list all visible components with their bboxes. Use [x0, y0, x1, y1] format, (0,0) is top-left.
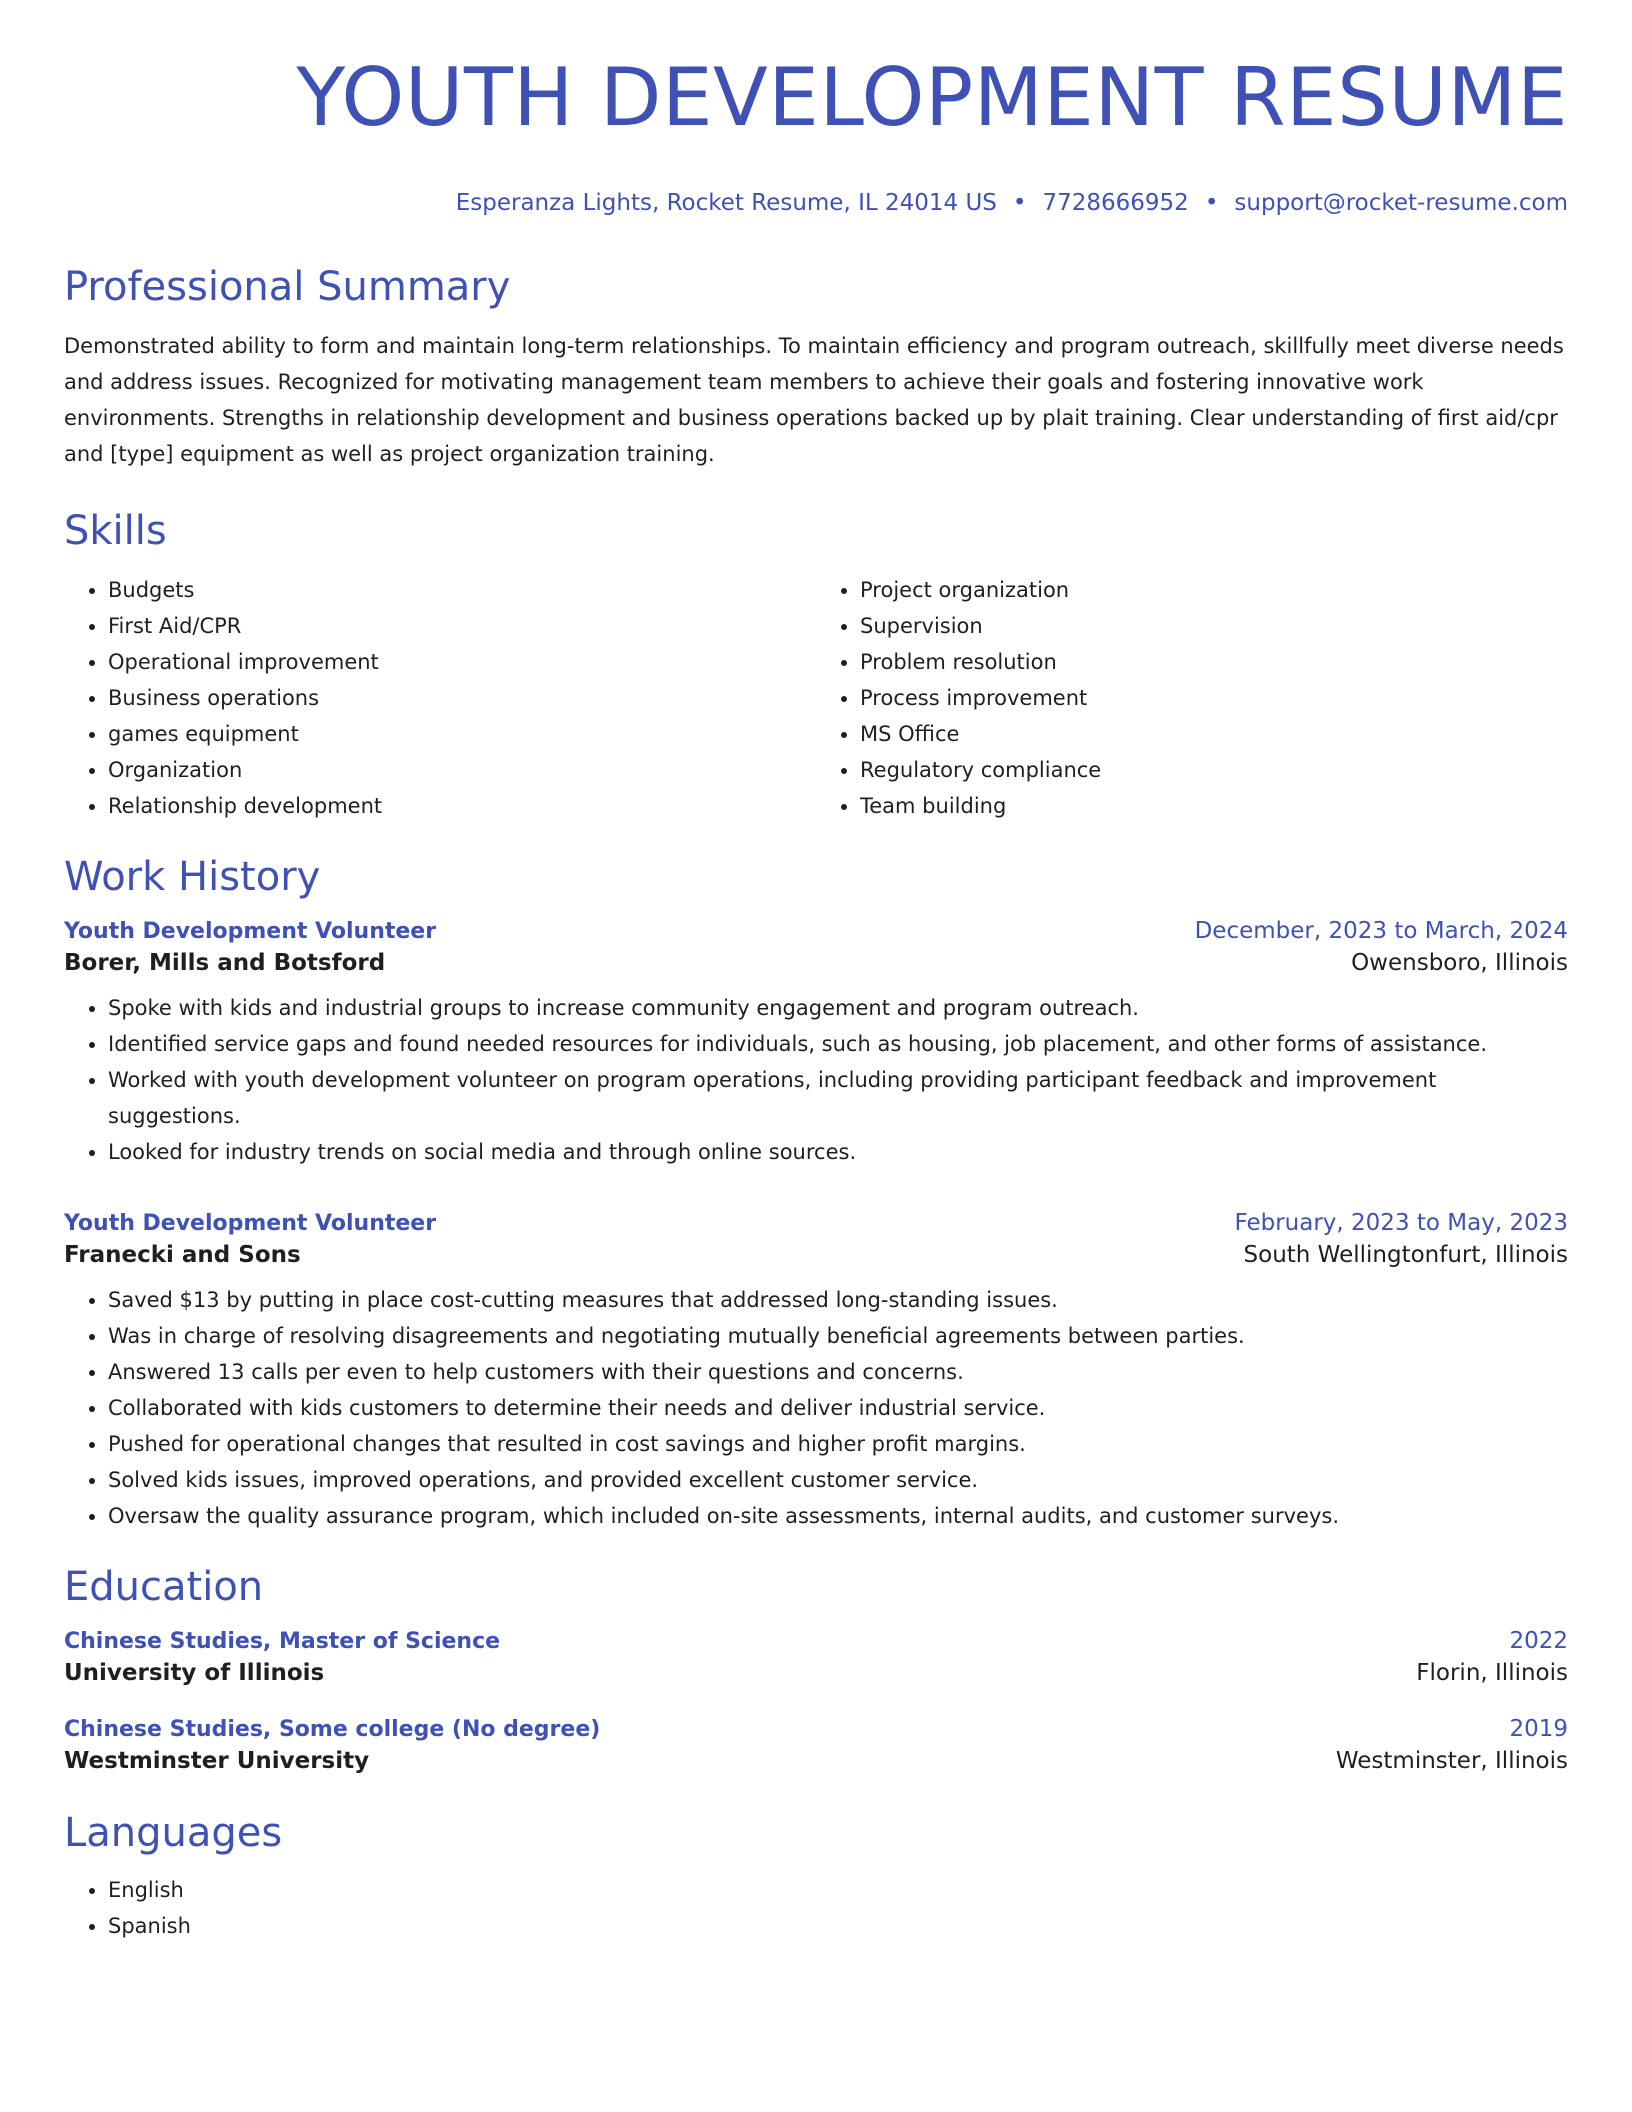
education-entry — [64, 1716, 1568, 1774]
contact-address: Esperanza Lights, Rocket Resume, IL 24014 US — [455, 190, 997, 216]
job-bullet: • Was in charge of resolving disagreements and negotiating mutually beneficial agreements between parties. — [108, 1318, 1568, 1354]
job-bullet: • Pushed for operational changes that resulted in cost savings and higher profit margins. — [108, 1426, 1568, 1462]
education-year: 2019 — [1509, 1716, 1568, 1742]
language-item: • Spanish — [108, 1908, 1568, 1944]
contact-separator: • — [1204, 190, 1219, 216]
education-degree-row — [64, 1628, 1568, 1654]
contact-phone: 7728666952 — [1042, 190, 1189, 216]
job-bullets — [64, 990, 1568, 1170]
job-bullet: • Identified service gaps and found needed resources for individuals, such as housing, job placement, and other forms of assistance. — [108, 1026, 1568, 1062]
skill-item: • games equipment — [108, 716, 816, 752]
skills-list-right — [816, 572, 1568, 824]
job-title-row — [64, 1210, 1568, 1236]
job-bullet: • Answered 13 calls per even to help customers with their questions and concerns. — [108, 1354, 1568, 1390]
education-heading: Education — [64, 1564, 264, 1610]
languages-heading: Languages — [64, 1810, 283, 1856]
resume-title: YOUTH DEVELOPMENT RESUME — [296, 51, 1568, 144]
job-employer-row — [64, 1242, 1568, 1268]
education-location: Westminster, Illinois — [1335, 1748, 1568, 1774]
job-location: South Wellingtonfurt, Illinois — [1243, 1242, 1568, 1268]
job-bullet: • Saved $13 by putting in place cost-cutting measures that addressed long-standing issues. — [108, 1282, 1568, 1318]
language-item: • English — [108, 1872, 1568, 1908]
skill-item: • Regulatory compliance — [860, 752, 1568, 788]
skill-item: • Team building — [860, 788, 1568, 824]
job-title-row — [64, 918, 1568, 944]
skill-item: • MS Office — [860, 716, 1568, 752]
job-entry — [64, 1210, 1568, 1534]
education-degree: Chinese Studies, Some college (No degree) — [64, 1717, 601, 1742]
job-title: Youth Development Volunteer — [64, 1211, 437, 1236]
job-bullet: • Solved kids issues, improved operations, and provided excellent customer service. — [108, 1462, 1568, 1498]
skill-item: • Supervision — [860, 608, 1568, 644]
job-employer: Franecki and Sons — [64, 1242, 301, 1268]
education-school: Westminster University — [64, 1748, 370, 1774]
skills-heading: Skills — [64, 508, 167, 554]
contact-email[interactable]: support@rocket-resume.com — [1234, 190, 1568, 216]
skills-grid — [64, 572, 1568, 824]
job-bullet: • Collaborated with kids customers to determine their needs and deliver industrial service. — [108, 1390, 1568, 1426]
contact-line — [64, 190, 1568, 216]
job-dates: December, 2023 to March, 2024 — [1194, 918, 1568, 944]
skill-item: • Process improvement — [860, 680, 1568, 716]
education-degree-row — [64, 1716, 1568, 1742]
education-location: Florin, Illinois — [1416, 1660, 1568, 1686]
job-dates: February, 2023 to May, 2023 — [1234, 1210, 1568, 1236]
skill-item: • Project organization — [860, 572, 1568, 608]
job-bullets — [64, 1282, 1568, 1534]
job-bullet: • Oversaw the quality assurance program, which included on-site assessments, internal audits, and customer surveys. — [108, 1498, 1568, 1534]
education-school-row — [64, 1748, 1568, 1774]
languages-list — [64, 1872, 1568, 1944]
job-employer-row — [64, 950, 1568, 976]
contact-separator: • — [1012, 190, 1027, 216]
skill-item: • Budgets — [108, 572, 816, 608]
job-location: Owensboro, Illinois — [1351, 950, 1568, 976]
education-school: University of Illinois — [64, 1660, 325, 1686]
resume-header — [64, 48, 1568, 216]
education-school-row — [64, 1660, 1568, 1686]
skill-item: • Relationship development — [108, 788, 816, 824]
education-entry — [64, 1628, 1568, 1686]
skill-item: • First Aid/CPR — [108, 608, 816, 644]
education-degree: Chinese Studies, Master of Science — [64, 1629, 501, 1654]
skill-item: • Problem resolution — [860, 644, 1568, 680]
job-bullet: • Worked with youth development volunteer on program operations, including providing participant feedback and improvement suggestions. — [108, 1062, 1568, 1134]
summary-text: Demonstrated ability to form and maintain long-term relationships. To maintain efficiency and program outreach, skillfully meet diverse needs and address issues. Recognized for motivating management team members to achieve their goals and fostering innovative work environments. Strengths in relationship development and business operations backed up by plait training. Clear understanding of first aid/cpr and [type] equipment as well as project organization training. — [64, 334, 1564, 466]
skill-item: • Operational improvement — [108, 644, 816, 680]
education-year: 2022 — [1509, 1628, 1568, 1654]
job-entry — [64, 918, 1568, 1170]
skill-item: • Business operations — [108, 680, 816, 716]
work-history-heading: Work History — [64, 854, 321, 900]
summary-heading: Professional Summary — [64, 264, 511, 310]
job-bullet: • Spoke with kids and industrial groups to increase community engagement and program outreach. — [108, 990, 1568, 1026]
job-employer: Borer, Mills and Botsford — [64, 950, 386, 976]
skill-item: • Organization — [108, 752, 816, 788]
skills-list-left — [64, 572, 816, 824]
job-bullet: • Looked for industry trends on social media and through online sources. — [108, 1134, 1568, 1170]
job-title: Youth Development Volunteer — [64, 919, 437, 944]
